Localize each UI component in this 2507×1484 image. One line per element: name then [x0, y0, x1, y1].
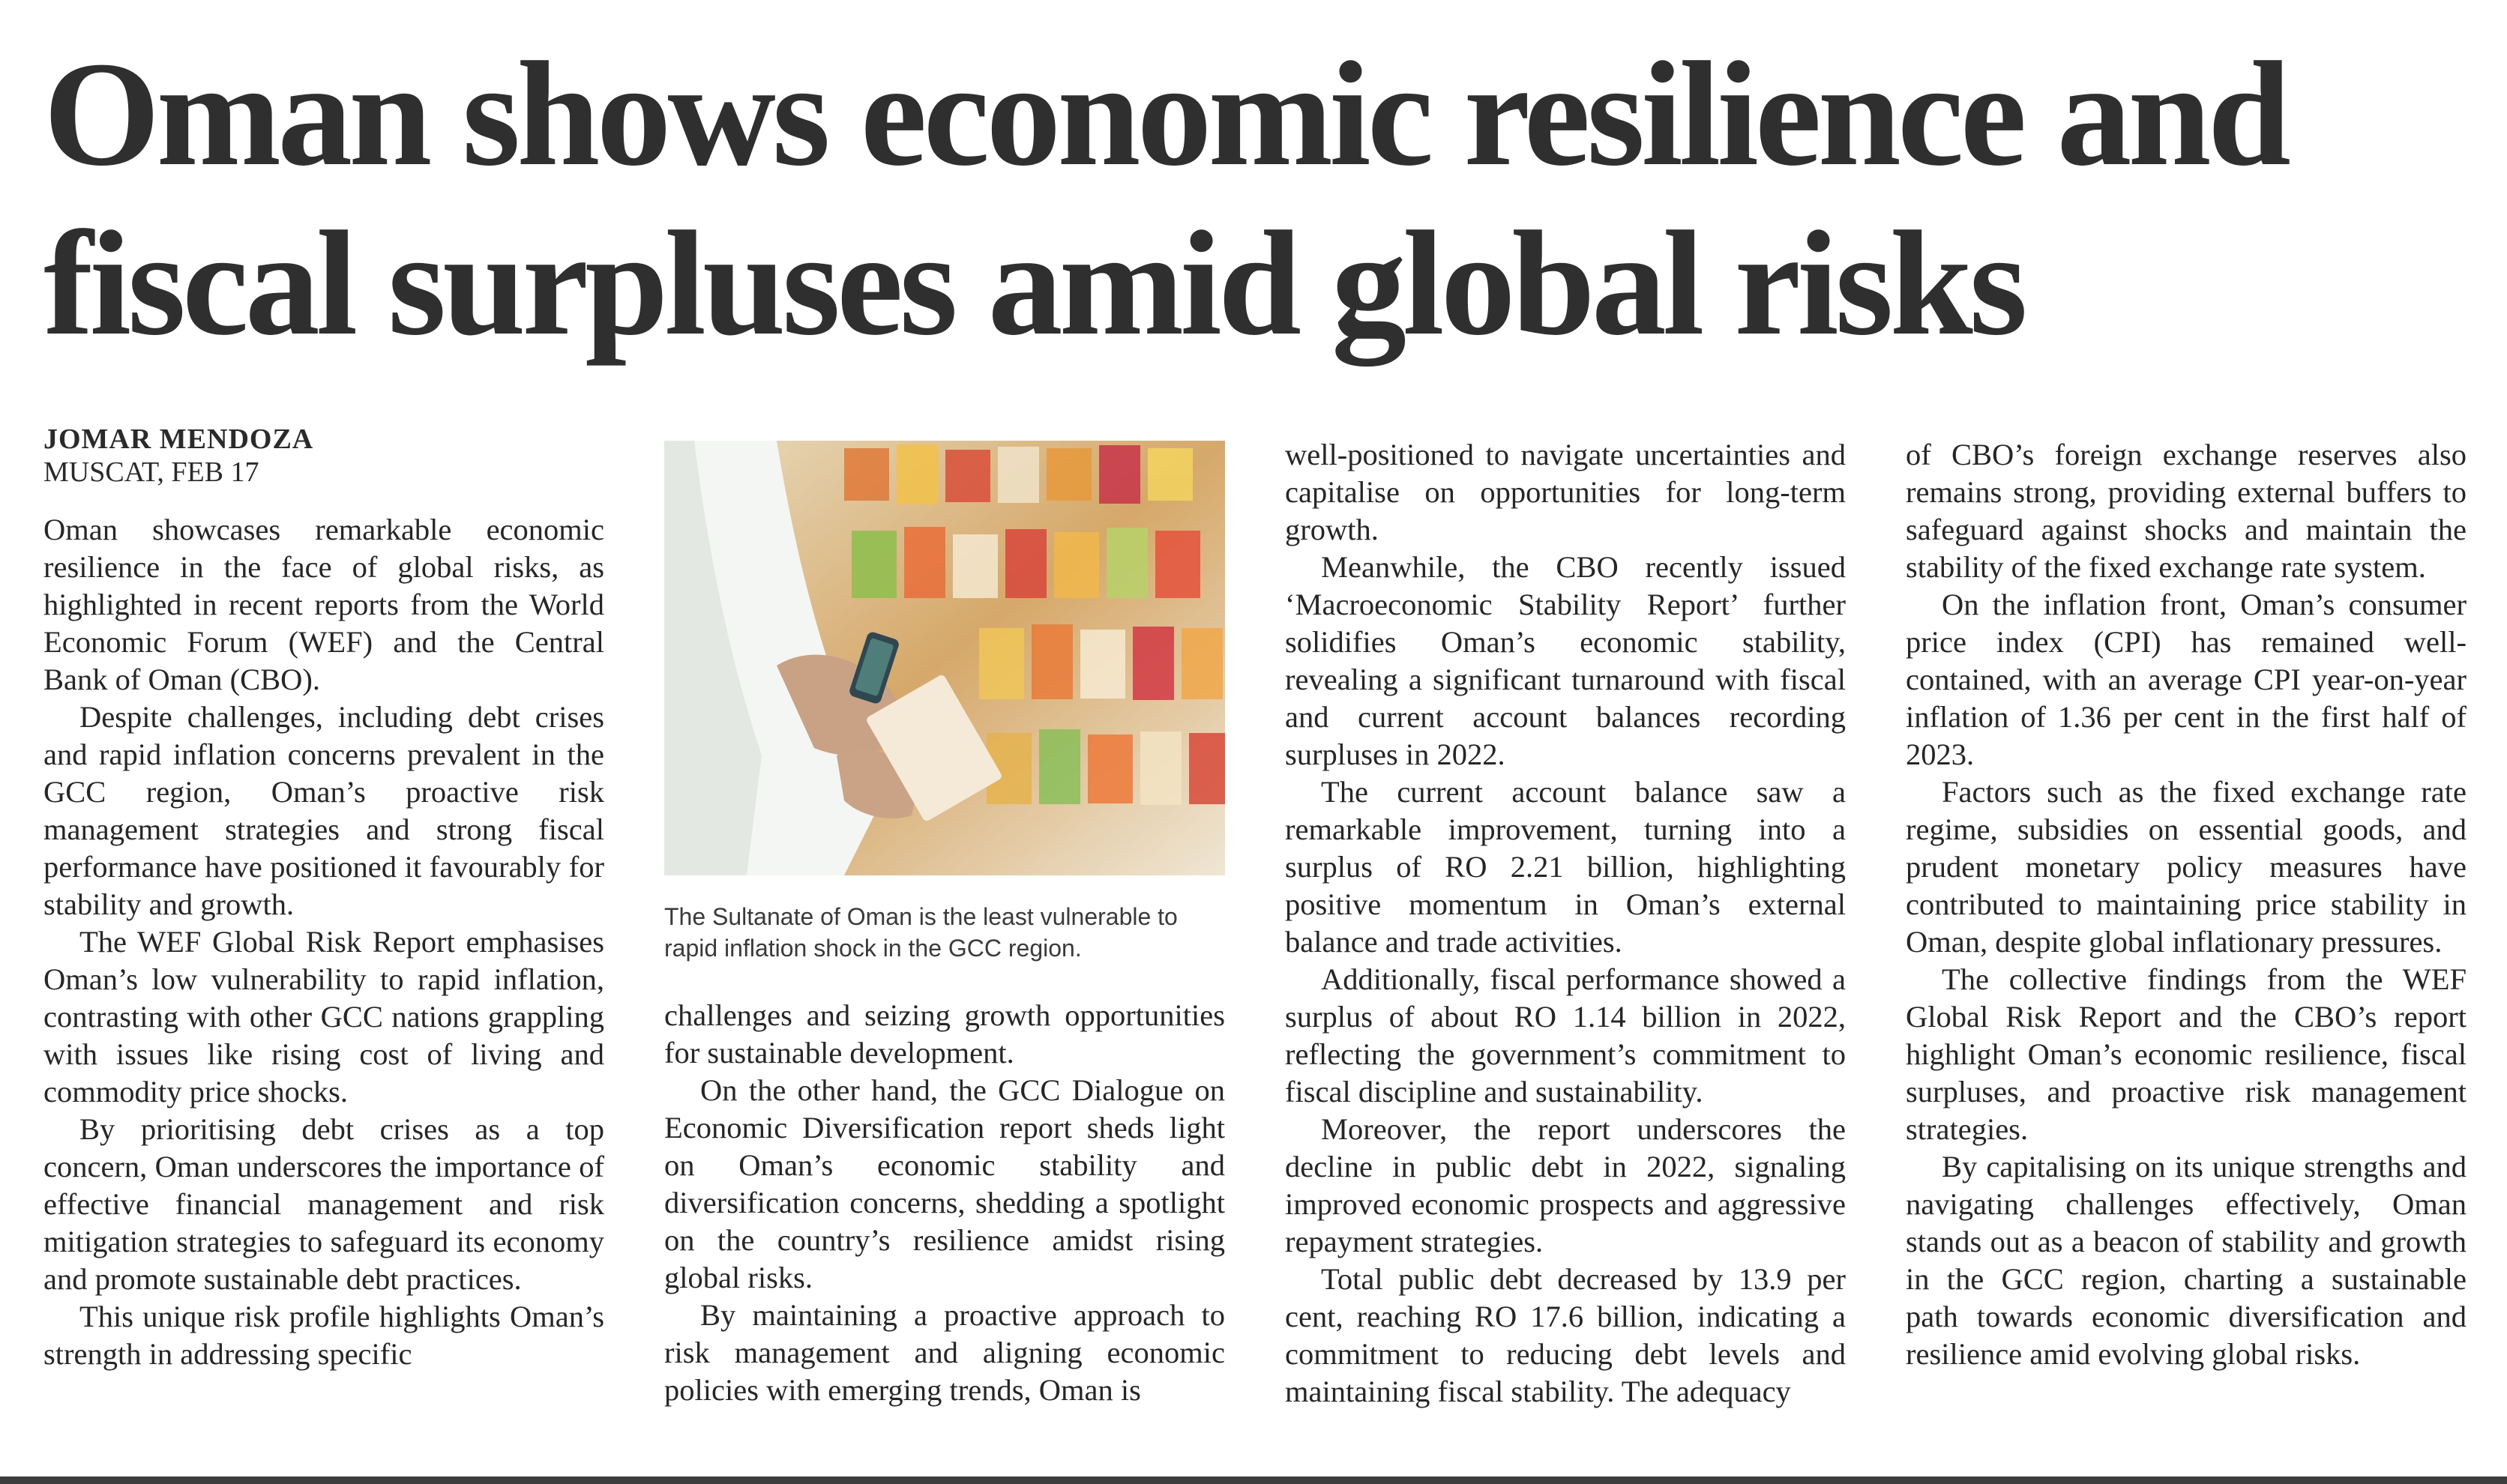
paragraph: Oman showcases remarkable economic resilience in the face of global risks, as highlighted in recent reports from the World Economic Forum (WEF) and the Central Bank of Oman (CBO). [43, 513, 604, 696]
headline-line-2: fiscal surpluses amid global risks [43, 201, 2024, 367]
paragraph: Moreover, the report underscores the decline in public debt in 2022, signaling improved economic prospects and aggressive repayment strategies. [1285, 1112, 1846, 1258]
paragraph: Despite challenges, including debt crises and rapid inflation concerns prevalent in the GCC region, Oman’s proactive risk management strategies and strong fiscal performance have positioned it favourably for stability and growth. [43, 700, 604, 921]
byline-dateline: MUSCAT, FEB 17 [43, 456, 259, 488]
paragraph: The collective findings from the WEF Global Risk Report and the CBO’s report highlight Oman’s economic resilience, fiscal surpluses, and proactive risk management strategies. [1906, 962, 2467, 1146]
paragraph: well-positioned to navigate uncertainties and capitalise on opportunities for long-term growth. [1285, 438, 1846, 546]
paragraph: On the inflation front, Oman’s consumer price index (CPI) has remained well-contained, with an average CPI year-on-year inflation of 1.36 per cent in the first half of 2023. [1906, 588, 2467, 771]
paragraph: By capitalising on its unique strengths and navigating challenges effectively, Oman stands out as a beacon of stability and growth in the GCC region, charting a sustainable path towards economic diversification and resilience amid evolving global risks. [1906, 1150, 2467, 1371]
article-column-4 [1906, 436, 2467, 1411]
article-column-2 [664, 997, 1225, 1417]
article-column-1 [43, 511, 604, 1411]
paragraph: challenges and seizing growth opportunities for sustainable development. [664, 998, 1225, 1070]
paragraph: By prioritising debt crises as a top concern, Oman underscores the importance of effective financial management and risk mitigation strategies to safeguard its economy and promote sustainable debt practices. [43, 1112, 604, 1296]
photo-caption: The Sultanate of Oman is the least vulnerable to rapid inflation shock in the GCC region. [664, 903, 1178, 962]
paragraph: Meanwhile, the CBO recently issued ‘Macroeconomic Stability Report’ further solidifies Oman’s economic stability, revealing a significant turnaround with fiscal and current account balances recording surpluses in 2022. [1285, 550, 1846, 771]
paragraph: On the other hand, the GCC Dialogue on Economic Diversification report sheds light on Oman’s economic stability and diversification concerns, shedding a spotlight on the country’s resilience amidst rising global risks. [664, 1073, 1225, 1294]
headline [43, 30, 2473, 369]
article-photo [664, 441, 1225, 875]
paragraph: This unique risk profile highlights Oman’s strength in addressing specific [43, 1300, 604, 1371]
article-column-3 [1285, 436, 1846, 1411]
paragraph: The WEF Global Risk Report emphasises Oman’s low vulnerability to rapid inflation, contrasting with other GCC nations grappling with issues like rising cost of living and commodity price shocks. [43, 925, 604, 1109]
paragraph: The current account balance saw a remarkable improvement, turning into a surplus of RO 2.21 billion, highlighting positive momentum in Oman’s external balance and trade activities. [1285, 775, 1846, 959]
paragraph: of CBO’s foreign exchange reserves also remains strong, providing external buffers to safeguard against shocks and maintain the stability of the fixed exchange rate system. [1906, 438, 2467, 584]
byline [43, 423, 613, 489]
headline-line-1: Oman shows economic resilience and [43, 31, 2287, 197]
paragraph: Additionally, fiscal performance showed a surplus of about RO 1.14 billion in 2022, reflecting the government’s commitment to fiscal discipline and sustainability. [1285, 962, 1846, 1109]
byline-author: JOMAR MENDOZA [43, 423, 314, 455]
paragraph: Factors such as the fixed exchange rate regime, subsidies on essential goods, and prudent monetary policy measures have contributed to maintaining price stability in Oman, despite global inflationary pressures. [1906, 775, 2467, 959]
bottom-divider [0, 1477, 2507, 1484]
paragraph: By maintaining a proactive approach to risk management and aligning economic policies with emerging trends, Oman is [664, 1298, 1225, 1407]
supermarket-shopper-photo [664, 441, 1225, 875]
paragraph: Total public debt decreased by 13.9 per cent, reaching RO 17.6 billion, indicating a commitment to reducing debt levels and maintaining fiscal stability. The adequacy [1285, 1262, 1846, 1408]
